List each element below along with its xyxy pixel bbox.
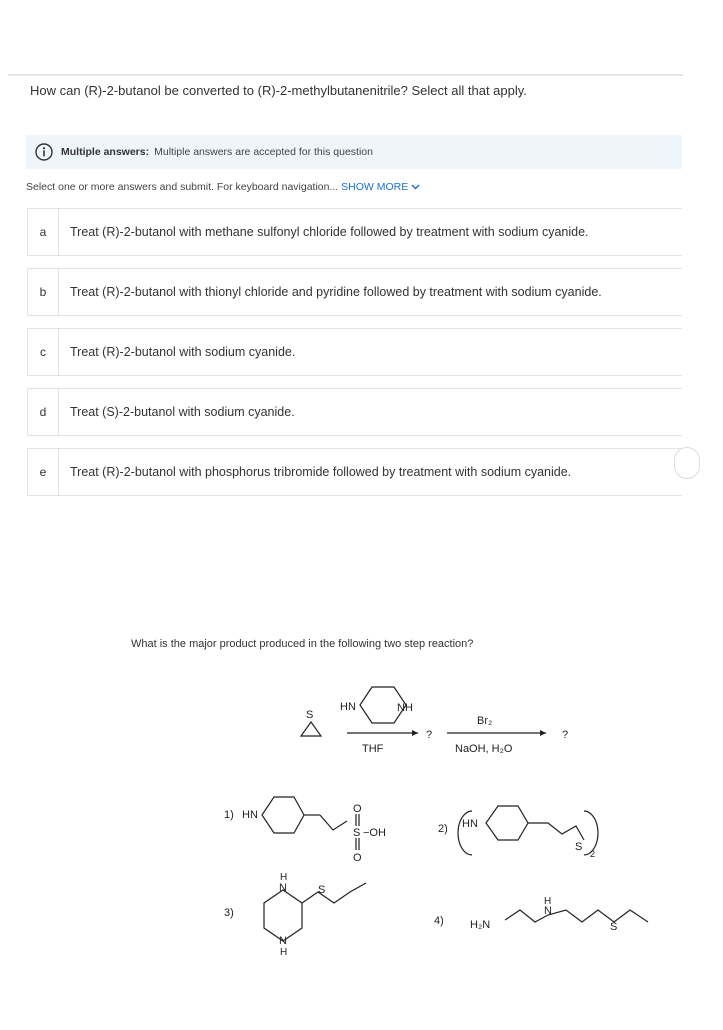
answer2-subscript: 2 (590, 849, 596, 859)
option-letter: c (40, 345, 46, 359)
answer2-chain (528, 823, 584, 840)
answer1-o-bottom-label: O (353, 852, 362, 864)
reagent2-label: Br₂ (477, 715, 493, 727)
answer4-number: 4) (434, 915, 444, 927)
answer3-chain (302, 883, 366, 903)
answer3-h-bottom-label: H (280, 947, 288, 958)
answer4-h2n-label: H₂N (470, 919, 491, 931)
option-text: Treat (R)-2-butanol with sodium cyanide. (70, 345, 296, 359)
answer3-n-bottom-label: N (279, 935, 287, 947)
answer1-ring (262, 797, 304, 833)
answer4-n-label: N (544, 905, 552, 917)
option-letter: a (39, 225, 47, 239)
answer4-s-label: S (610, 921, 618, 933)
answer1-o-top-label: O (353, 803, 362, 815)
reagent1-hn-label: HN (340, 701, 356, 713)
conditions2-label: NaOH, H₂O (455, 743, 513, 755)
answer3-h-top-label: H (280, 872, 288, 883)
option-letter: d (39, 405, 47, 419)
answer1-oh-label: −OH (363, 827, 386, 839)
thiirane-s-label: S (306, 709, 314, 721)
option-letter: e (39, 465, 47, 479)
answer2-number: 2) (438, 823, 448, 835)
answer3-n-top-label: N (279, 882, 287, 894)
answer1-s-label: S (353, 827, 361, 839)
answer2-s-label: S (575, 841, 583, 853)
question2-text: What is the major product produced in the following two step reaction? (131, 638, 474, 650)
answer1-hn-label: HN (242, 809, 258, 821)
option-text: Treat (R)-2-butanol with phosphorus tribromide followed by treatment with sodium cyanide. (70, 465, 572, 479)
answer3-ring (264, 890, 302, 941)
option-text: Treat (R)-2-butanol with methane sulfonyl chloride followed by treatment with sodium cyanide. (70, 225, 589, 239)
instructions-text: Select one or more answers and submit. For keyboard navigation... (26, 181, 339, 193)
answer1-chain (320, 815, 347, 830)
info-title: Multiple answers: (61, 146, 150, 158)
option-text: Treat (R)-2-butanol with thionyl chloride and pyridine followed by treatment with sodium cyanide. (70, 285, 602, 299)
arrow-2-head (540, 730, 546, 736)
arrow-1-head (412, 730, 418, 736)
solvent1-label: THF (362, 743, 384, 755)
reagent1-nh-label: NH (397, 702, 413, 714)
thiirane-ring (301, 722, 321, 736)
show-more-label[interactable]: SHOW MORE (341, 181, 409, 193)
info-text: Multiple answers are accepted for this question (154, 146, 373, 158)
question-text: How can (R)-2-butanol be converted to (R)-2-methylbutanenitrile? Select all that apply. (30, 83, 527, 98)
answer4-chain (505, 910, 648, 922)
unknown1-label: ? (426, 729, 433, 741)
option-text: Treat (S)-2-butanol with sodium cyanide. (70, 405, 295, 419)
answer3-s-label: S (318, 884, 326, 896)
option-letter: b (39, 285, 47, 299)
answer2-hn-label: HN (462, 818, 478, 830)
answer1-number: 1) (224, 809, 234, 821)
unknown2-label: ? (562, 729, 569, 741)
answer2-ring (486, 806, 528, 840)
answer4-h-label: H (544, 896, 552, 907)
answer3-number: 3) (224, 907, 234, 919)
